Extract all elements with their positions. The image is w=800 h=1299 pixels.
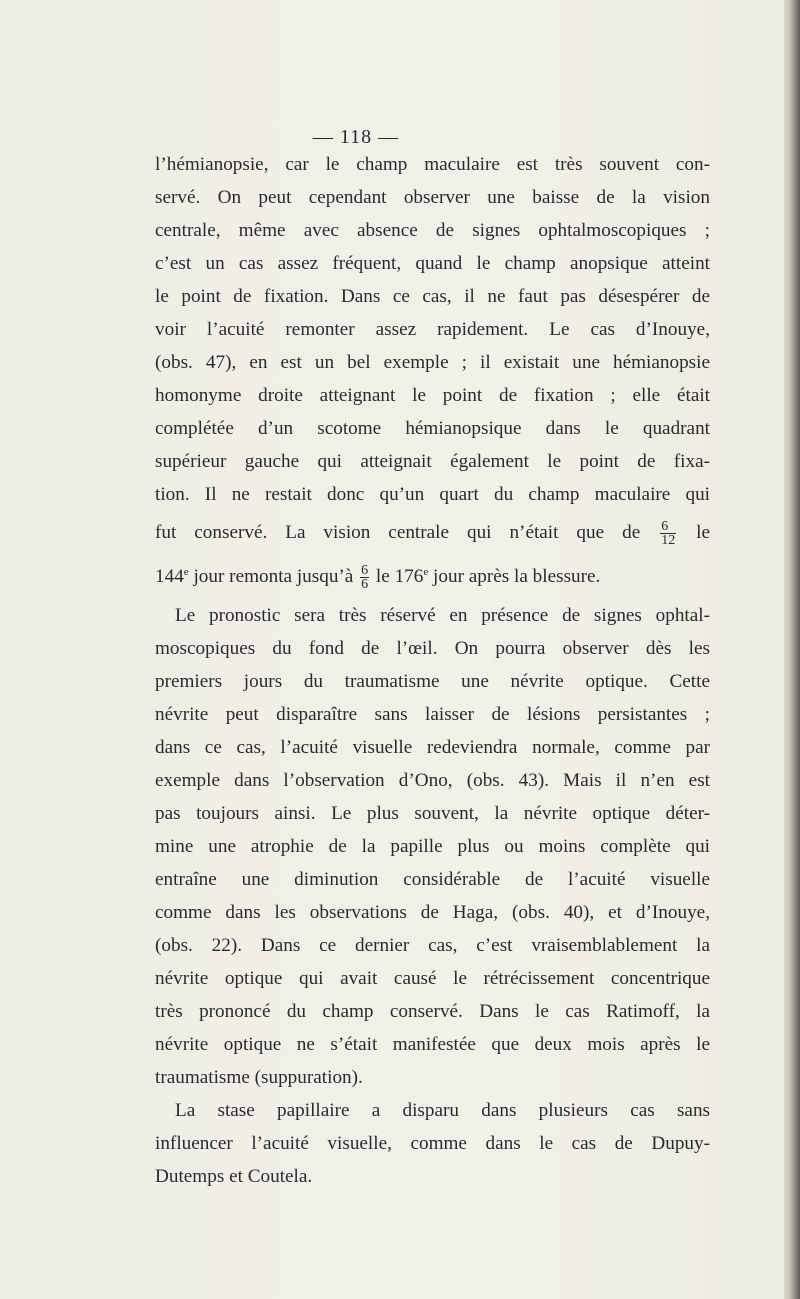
text-line: névrite optique qui avait causé le rétrécissement concentrique xyxy=(155,968,710,989)
page-number: — 118 — xyxy=(312,126,400,148)
body-text xyxy=(155,148,710,1193)
text-line: Le pronostic sera très réservé en présence de signes ophtal- xyxy=(175,605,710,626)
text-line: très prononcé du champ conservé. Dans le cas Ratimoff, la xyxy=(155,1001,710,1022)
text-line-fraction xyxy=(155,511,710,555)
text-line: névrite optique ne s’était manifestée que deux mois après le xyxy=(155,1034,710,1055)
text-line: centrale, même avec absence de signes ophtalmoscopiques ; xyxy=(155,220,710,241)
text-segment: le xyxy=(375,566,390,587)
text-segment: fut conservé. La vision centrale qui n’était que de xyxy=(155,522,641,543)
fraction xyxy=(360,564,369,591)
text-line: influencer l’acuité visuelle, comme dans le cas de Dupuy- xyxy=(155,1133,710,1154)
text-line: entraîne une diminution considérable de l’acuité visuelle xyxy=(155,869,710,890)
text-line: supérieur gauche qui atteignait également le point de fixa- xyxy=(155,451,710,472)
text-line: c’est un cas assez fréquent, quand le champ anopsique atteint xyxy=(155,253,710,274)
page-edge xyxy=(784,0,800,1299)
text-line: traumatisme (suppuration). xyxy=(155,1067,363,1088)
text-line: La stase papillaire a disparu dans plusieurs cas sans xyxy=(175,1100,710,1121)
text-line: (obs. 22). Dans ce dernier cas, c’est vraisemblablement la xyxy=(155,935,710,956)
paragraph-2 xyxy=(155,599,710,1094)
ordinal-suffix: e xyxy=(423,566,429,578)
text-line: exemple dans l’observation d’Ono, (obs. 43). Mais il n’en est xyxy=(155,770,710,791)
text-line: premiers jours du traumatisme une névrite optique. Cette xyxy=(155,671,710,692)
text-line: mine une atrophie de la papille plus ou moins complète qui xyxy=(155,836,710,857)
text-line-fraction xyxy=(155,555,710,599)
fraction-numerator: 6 xyxy=(361,563,369,579)
text-line: moscopiques du fond de l’œil. On pourra observer dès les xyxy=(155,638,710,659)
text-line: homonyme droite atteignant le point de fixation ; elle était xyxy=(155,385,710,406)
fraction xyxy=(660,520,676,547)
text-line: pas toujours ainsi. Le plus souvent, la névrite optique déter- xyxy=(155,803,710,824)
text-line: dans ce cas, l’acuité visuelle redeviendra normale, comme par xyxy=(155,737,710,758)
text-segment: jour remonta jusqu’à xyxy=(193,566,354,587)
text-segment: jour après la blessure. xyxy=(433,566,601,587)
text-line: le point de fixation. Dans ce cas, il ne faut pas désespérer de xyxy=(155,286,710,307)
text-line: voir l’acuité remonter assez rapidement. Le cas d’Inouye, xyxy=(155,319,710,340)
text-line: (obs. 47), en est un bel exemple ; il existait une hémianopsie xyxy=(155,352,710,373)
text-line: névrite peut disparaître sans laisser de lésions persistantes ; xyxy=(155,704,710,725)
text-line: servé. On peut cependant observer une baisse de la vision xyxy=(155,187,710,208)
text-line: comme dans les observations de Haga, (obs. 40), et d’Inouye, xyxy=(155,902,710,923)
text-line: l’hémianopsie, car le champ maculaire est très souvent con- xyxy=(155,154,710,175)
fraction-denominator: 6 xyxy=(361,577,369,593)
paragraph-1 xyxy=(155,148,710,599)
ordinal-suffix: e xyxy=(183,566,189,578)
text-line: tion. Il ne restait donc qu’un quart du champ maculaire qui xyxy=(155,484,710,505)
text-line: complétée d’un scotome hémianopsique dans le quadrant xyxy=(155,418,710,439)
fraction-numerator: 6 xyxy=(660,520,676,534)
ordinal-number: 176 xyxy=(394,566,424,587)
text-segment: le xyxy=(696,522,711,543)
ordinal-number: 144 xyxy=(155,566,184,587)
text-line: Dutemps et Coutela. xyxy=(155,1166,313,1187)
paragraph-3 xyxy=(155,1094,710,1193)
fraction-denominator: 12 xyxy=(661,533,676,549)
